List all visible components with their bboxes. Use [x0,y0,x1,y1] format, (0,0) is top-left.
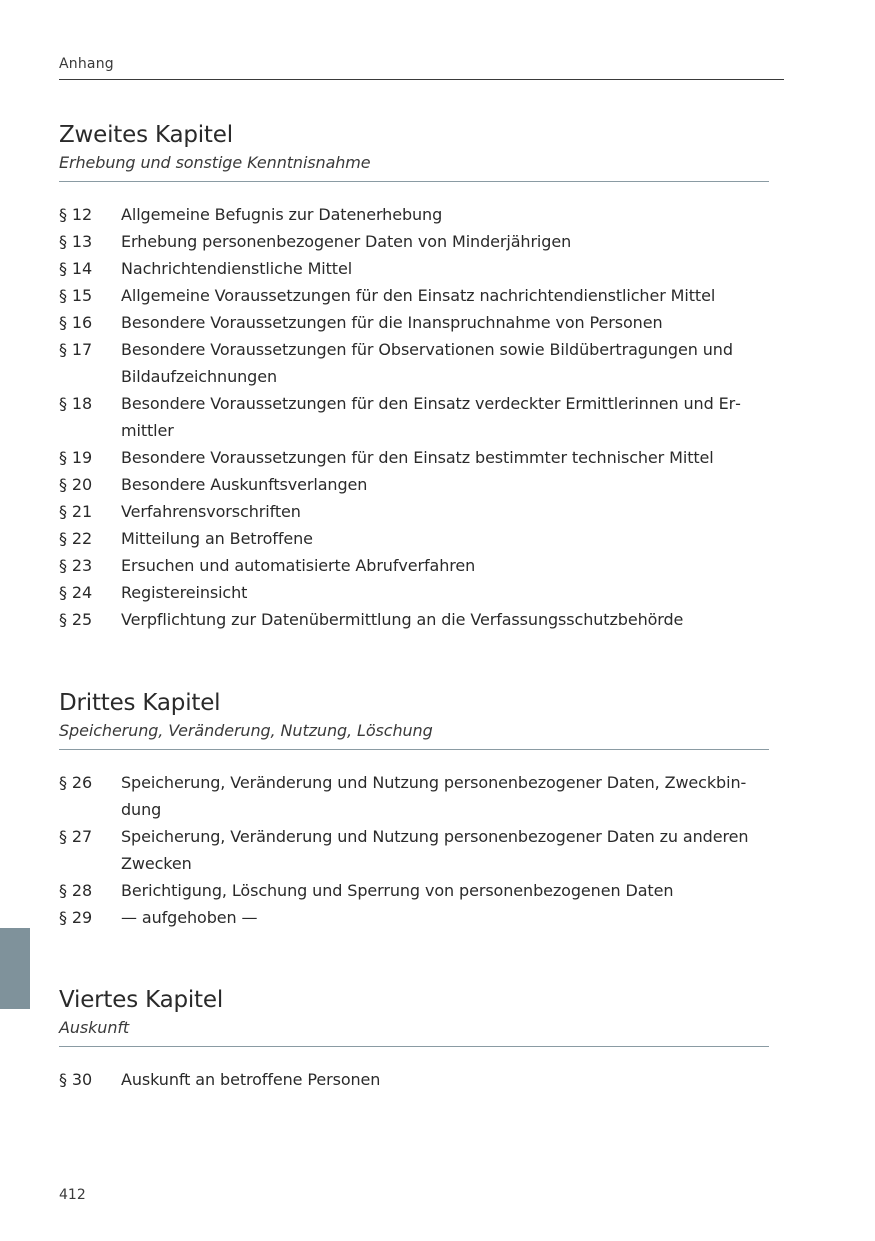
section-title: Mitteilung an Betroffene [121,529,313,548]
section-title: Ersuchen und automatisierte Abrufverfahren [121,556,476,575]
section-title: — aufgehoben — [121,908,258,927]
toc-entry-22 [59,525,769,552]
chapter-subtitle: Auskunft [59,1018,130,1037]
toc-entry-19 [59,444,769,471]
section-title: Besondere Voraussetzungen für den Einsatz bestimmter technischer Mittel [121,448,714,467]
section-number: § 12 [59,205,93,224]
section-title: Besondere Auskunftsverlangen [121,475,368,494]
section-number: § 16 [59,313,93,332]
section-title: Allgemeine Befugnis zur Datenerhebung [121,205,443,224]
section-number: § 24 [59,583,93,602]
toc-entry-14 [59,255,769,282]
header-rule [59,79,784,80]
toc-entry-13 [59,228,769,255]
section-title: Nachrichtendienstliche Mittel [121,259,353,278]
toc-entry-15 [59,282,769,309]
section-title: Verpflichtung zur Datenübermittlung an die Verfassungsschutzbehörde [121,610,684,629]
chapter-4 [59,985,769,1093]
toc-entry-23 [59,552,769,579]
toc-entry-16 [59,309,769,336]
section-title: Auskunft an betroffene Personen [121,1070,381,1089]
chapter-2 [59,120,769,633]
section-number: § 13 [59,232,93,251]
section-title: Besondere Voraussetzungen für Observationen sowie Bildübertragungen und Bildaufzeichnungen [121,340,733,386]
section-title: Besondere Voraussetzungen für die Inanspruchnahme von Personen [121,313,663,332]
toc-list [59,1066,769,1093]
toc-entry-26 [59,769,769,823]
toc-list [59,769,769,931]
section-number: § 17 [59,340,93,359]
section-number: § 18 [59,394,93,413]
section-title: Erhebung personenbezogener Daten von Minderjährigen [121,232,572,251]
section-number: § 15 [59,286,93,305]
toc-entry-28 [59,877,769,904]
section-number: § 25 [59,610,93,629]
toc-entry-20 [59,471,769,498]
section-number: § 30 [59,1070,93,1089]
section-title: Speicherung, Veränderung und Nutzung personenbezogener Daten, Zweckbindung [121,773,747,819]
section-number: § 19 [59,448,93,467]
section-title: Besondere Voraussetzungen für den Einsatz verdeckter Ermittlerinnen und Ermittler [121,394,741,440]
section-title: Allgemeine Voraussetzungen für den Einsatz nachrichtendienstlicher Mittel [121,286,716,305]
page-number: 412 [59,1187,86,1203]
chapter-rule [59,1046,769,1047]
chapter-subtitle: Erhebung und sonstige Kenntnisnahme [59,153,371,172]
chapter-title: Zweites Kapitel [59,122,233,148]
section-title: Speicherung, Veränderung und Nutzung personenbezogener Daten zu anderen Zwecken [121,827,749,873]
chapter-rule [59,749,769,750]
chapter-title: Drittes Kapitel [59,690,221,716]
section-number: § 21 [59,502,93,521]
toc-entry-21 [59,498,769,525]
chapter-3 [59,688,769,931]
toc-entry-12 [59,201,769,228]
chapter-subtitle: Speicherung, Veränderung, Nutzung, Löschung [59,721,433,740]
section-number: § 14 [59,259,93,278]
section-title: Berichtigung, Löschung und Sperrung von personenbezogenen Daten [121,881,674,900]
toc-entry-18 [59,390,769,444]
section-title: Registereinsicht [121,583,248,602]
chapter-thumb-tab [0,928,30,1009]
section-title: Verfahrensvorschriften [121,502,301,521]
section-number: § 26 [59,773,93,792]
toc-entry-17 [59,336,769,390]
running-head: Anhang [59,56,114,72]
section-number: § 28 [59,881,93,900]
toc-entry-29 [59,904,769,931]
section-number: § 22 [59,529,93,548]
toc-list [59,201,769,633]
toc-entry-27 [59,823,769,877]
chapter-title: Viertes Kapitel [59,987,224,1013]
toc-entry-25 [59,606,769,633]
chapter-rule [59,181,769,182]
toc-entry-30 [59,1066,769,1093]
section-number: § 29 [59,908,93,927]
section-number: § 27 [59,827,93,846]
section-number: § 23 [59,556,93,575]
section-number: § 20 [59,475,93,494]
toc-entry-24 [59,579,769,606]
